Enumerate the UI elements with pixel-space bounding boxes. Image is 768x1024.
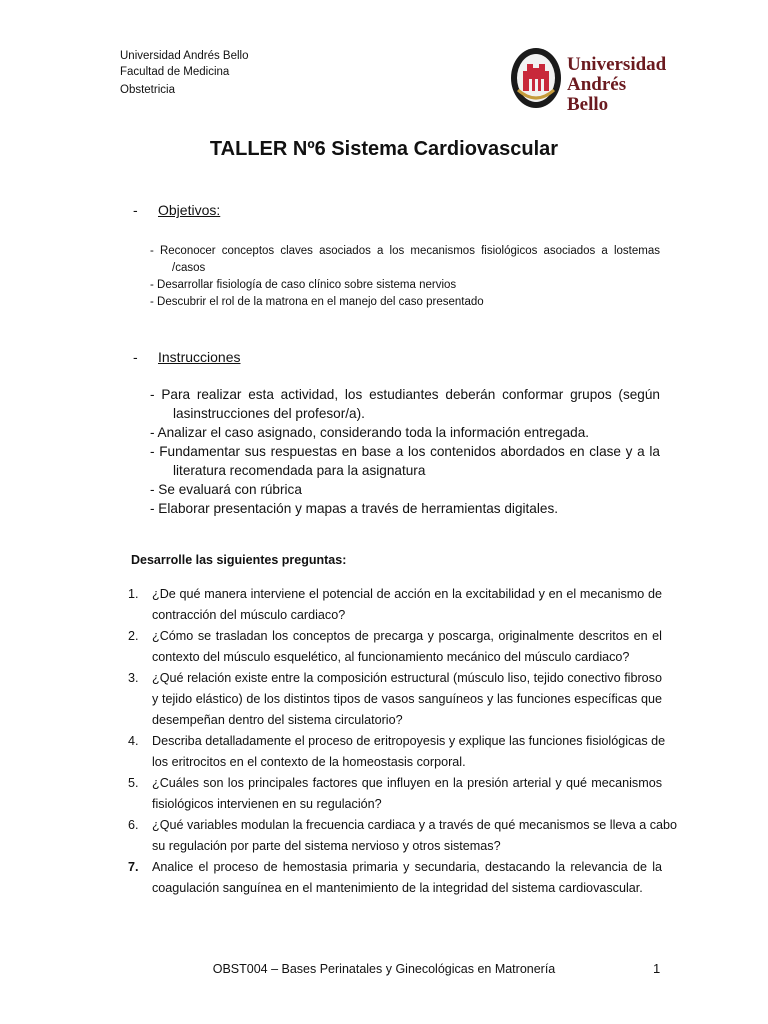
question-text: desempeñan dentro del sistema circulatorio?	[152, 713, 403, 727]
list-item: - Analizar el caso asignado, considerando toda la información entregada.	[150, 425, 590, 440]
question-number: 2.	[128, 629, 139, 643]
question-text: fisiológicos intervienen en su regulación?	[152, 797, 382, 811]
question-number: 3.	[128, 671, 139, 685]
page-number: 1	[653, 961, 661, 976]
list-item: - Reconocer conceptos claves asociados a los mecanismos fisiológicos asociados a lostemas	[150, 245, 660, 257]
question-number: 7.	[128, 860, 139, 874]
question-text: los eritrocitos en el contexto de la homeostasis corporal.	[152, 755, 466, 769]
question-number: 1.	[128, 587, 139, 601]
list-item: - Descubrir el rol de la matrona en el manejo del caso presentado	[150, 296, 484, 308]
list-item: - Fundamentar sus respuestas en base a los contenidos abordados en clase y a la	[150, 444, 660, 459]
question-item	[128, 857, 662, 899]
course-name: – Bases Perinatales y Ginecológicas en Matronería	[267, 962, 556, 976]
questions-list	[128, 584, 678, 899]
question-number: 4.	[128, 734, 139, 748]
question-item	[128, 815, 678, 857]
question-number: 5.	[128, 776, 139, 790]
list-item: - Desarrollar fisiología de caso clínico sobre sistema nervios	[150, 279, 457, 291]
question-item	[128, 668, 662, 731]
question-text: y tejido elástico) de los distintos tipos de vasos sanguíneos y las funciones específicas que	[152, 692, 662, 706]
instrucciones-bullet: -	[133, 349, 138, 365]
objetivos-bullet: -	[133, 202, 138, 218]
list-item: - Elaborar presentación y mapas a través de herramientas digitales.	[150, 501, 559, 516]
list-item-continuation: lasinstrucciones del profesor/a).	[173, 406, 365, 421]
instrucciones-heading: Instrucciones	[158, 349, 241, 365]
question-text: ¿Qué variables modulan la frecuencia cardiaca y a través de qué mecanismos se lleva a cabo	[152, 818, 678, 832]
question-text: coagulación sanguínea en el mantenimiento de la integridad del sistema cardiovascular.	[152, 881, 643, 895]
list-item-continuation: literatura recomendada para la asignatura	[173, 463, 426, 478]
question-item	[128, 773, 662, 815]
question-text: ¿Qué relación existe entre la composición estructural (músculo liso, tejido conectivo fibroso	[152, 671, 662, 685]
question-text: su regulación por parte del sistema nervioso y otros sistemas?	[152, 839, 501, 853]
question-text: Analice el proceso de hemostasia primaria y secundaria, destacando la relevancia de la	[152, 860, 662, 874]
course-code: OBST004	[212, 962, 268, 976]
objetivos-list	[150, 243, 660, 311]
university-seal-icon	[508, 44, 564, 112]
question-text: ¿Cómo se trasladan los conceptos de precarga y poscarga, originalmente descritos en el	[152, 629, 662, 643]
questions-heading: Desarrolle las siguientes preguntas:	[131, 553, 347, 567]
university-logo	[508, 44, 668, 115]
question-item	[128, 584, 662, 626]
question-text: ¿Cuáles son los principales factores que influyen en la presión arterial y qué mecanismos	[152, 776, 662, 790]
instrucciones-list	[150, 385, 660, 518]
document-title: TALLER Nº6 Sistema Cardiovascular	[209, 138, 559, 160]
department-name: Obstetricia	[120, 84, 175, 96]
faculty-name: Facultad de Medicina	[120, 66, 230, 78]
list-item-continuation: /casos	[172, 262, 206, 274]
list-item: - Para realizar esta actividad, los estudiantes deberán conformar grupos (según	[150, 387, 660, 402]
question-item	[128, 626, 662, 668]
question-text: contexto del músculo esquelético, al funcionamiento mecánico del músculo cardiaco?	[152, 650, 630, 664]
question-item	[128, 731, 666, 773]
question-number: 6.	[128, 818, 139, 832]
question-text: ¿De qué manera interviene el potencial de acción en la excitabilidad y en el mecanismo de	[152, 587, 662, 601]
objetivos-heading: Objetivos:	[158, 202, 221, 218]
question-text: contracción del músculo cardiaco?	[152, 608, 346, 622]
logo-wordmark: Universidad Andrés Bello	[567, 54, 667, 115]
question-text: Describa detalladamente el proceso de eritropoyesis y explique las funciones fisiológicas de	[152, 734, 666, 748]
list-item: - Se evaluará con rúbrica	[150, 482, 302, 497]
institution-name: Universidad Andrés Bello	[120, 50, 249, 62]
